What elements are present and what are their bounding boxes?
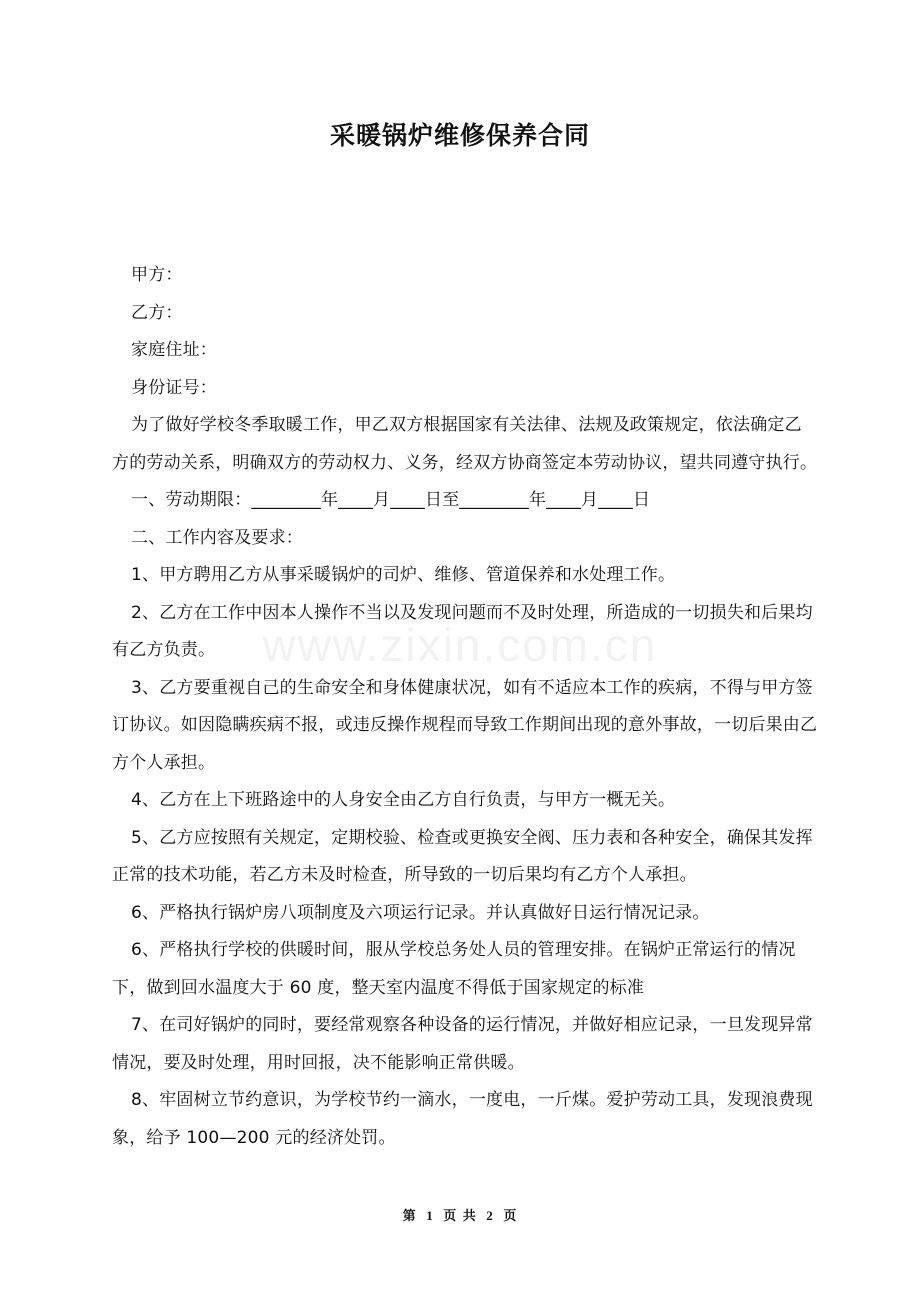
footer-prefix: 第 [402, 1209, 417, 1224]
term-clause: 一、劳动期限：________年____月____日至________年____月____日 [131, 490, 651, 510]
party-b-line: 乙方： [131, 302, 183, 323]
footer-suffix: 页 [503, 1209, 518, 1224]
page-footer [0, 1205, 920, 1224]
home-address-line: 家庭住址： [131, 340, 217, 360]
clause-4: 4、乙方在上下班路途中的人身安全由乙方自行负责，与甲方一概无关。 [131, 790, 676, 810]
footer-middle: 页 共 [443, 1209, 477, 1224]
id-number-line: 身份证号： [131, 377, 217, 398]
document-body [112, 257, 818, 1157]
clause-7: 7、在司好锅炉的同时，要经常观察各种设备的运行情况，并做好相应记录，一旦发现异常情况，要及时处理，用时回报，决不能影响正常供暖。 [112, 1015, 813, 1073]
clause-5: 5、乙方应按照有关规定，定期校验、检查或更换安全阀、压力表和各种安全，确保其发挥正常的技术功能，若乙方未及时检查，所导致的一切后果均有乙方个人承担。 [112, 827, 813, 885]
preamble-paragraph: 为了做好学校冬季取暖工作，甲乙双方根据国家有关法律、法规及政策规定，依法确定乙方的劳动关系，明确双方的劳动权力、义务，经双方协商签定本劳动协议，望共同遵守执行。 [112, 415, 818, 473]
section-heading-work: 二、工作内容及要求： [131, 527, 303, 548]
watermark: www.zixin.com.cn [262, 619, 658, 671]
clause-3: 3、乙方要重视自己的生命安全和身体健康状况，如有不适应本工作的疾病，不得与甲方签订协议。如因隐瞒疾病不报，或违反操作规程而导致工作期间出现的意外事故，一切后果由乙方个人承担。 [112, 677, 818, 773]
current-page-number: 1 [426, 1208, 434, 1223]
clause-8: 8、牢固树立节约意识，为学校节约一滴水，一度电，一斤煤。爱护劳动工具，发现浪费现象，给予 100—200 元的经济处罚。 [112, 1090, 813, 1148]
clause-6a: 6、严格执行锅炉房八项制度及六项运行记录。并认真做好日运行情况记录。 [131, 902, 710, 923]
party-a-line: 甲方： [131, 265, 183, 285]
clause-1: 1、甲方聘用乙方从事采暖锅炉的司炉、维修、管道保养和水处理工作。 [131, 565, 676, 585]
clause-6b: 6、严格执行学校的供暖时间，服从学校总务处人员的管理安排。在锅炉正常运行的情况下，做到回水温度大于 60 度，整天室内温度不得低于国家规定的标准 [112, 940, 796, 998]
total-pages-number: 2 [486, 1208, 494, 1223]
document-title: 采暖锅炉维修保养合同 [329, 121, 590, 150]
clause-2: 2、乙方在工作中因本人操作不当以及发现问题而不及时处理，所造成的一切损失和后果均有乙方负责。 [112, 602, 813, 660]
